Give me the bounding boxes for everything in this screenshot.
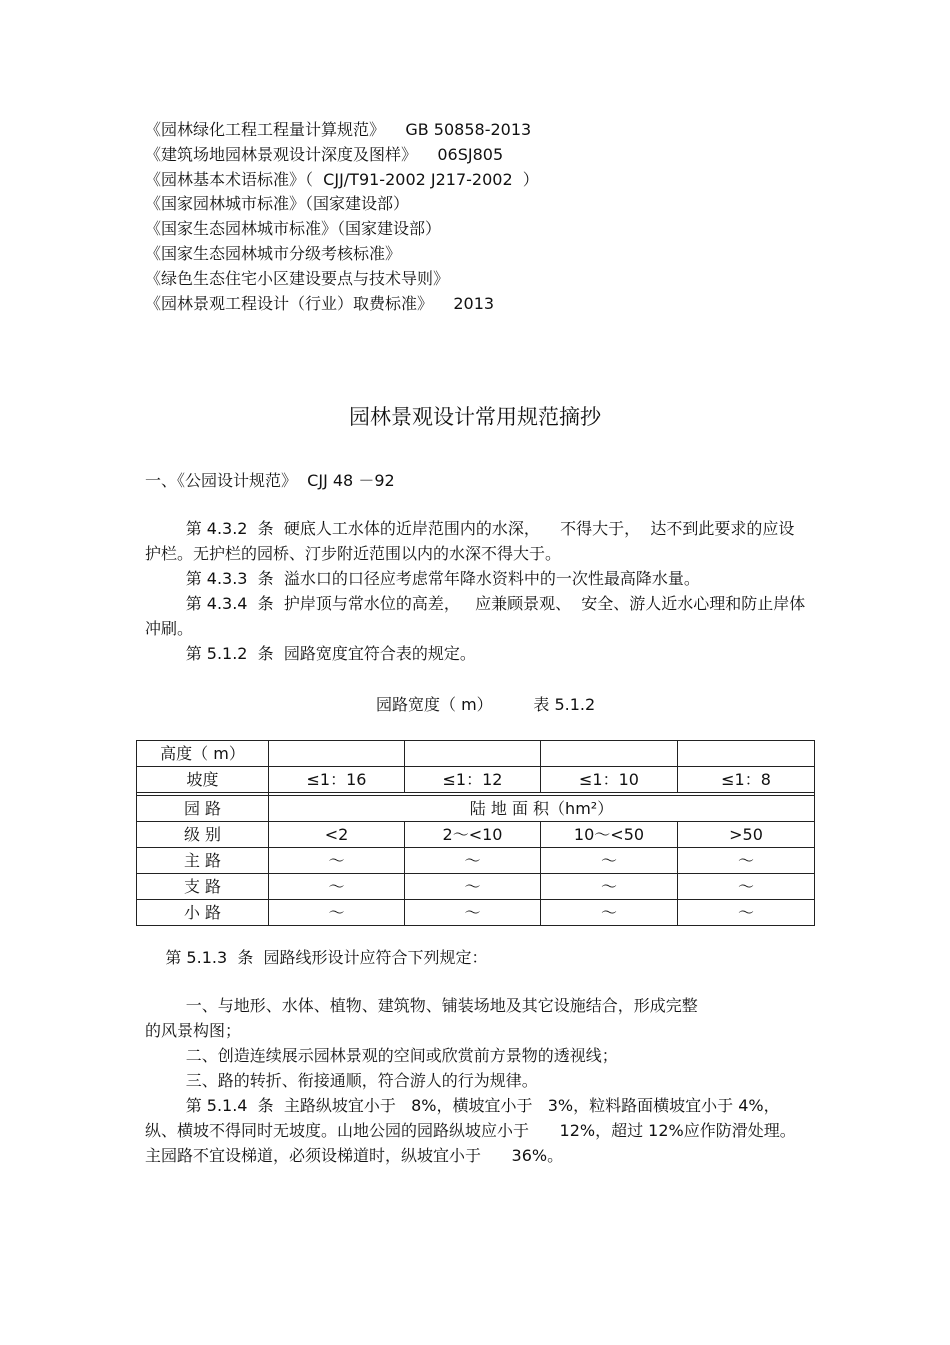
road-width-table	[136, 740, 815, 926]
reference-item: 《园林景观工程设计（行业）取费标准》 2013	[145, 293, 495, 313]
slope-cell: ≤1：10	[541, 767, 678, 793]
clause-5-1-2: 第 5.1.2 条 园路宽度宜符合表的规定。	[145, 644, 476, 663]
reference-item: 《国家生态园林城市标准》（国家建设部）	[145, 219, 442, 239]
clause-5-1-3: 第 5.1.3 条 园路线形设计应符合下列规定：	[145, 948, 488, 967]
clause-4-3-3: 第 4.3.3 条 溢水口的口径应考虑常年降水资料中的一次性最高降水量。	[145, 569, 700, 588]
height-label: 高度（ m）	[137, 741, 269, 767]
reference-item: 《国家生态园林城市分级考核标准》	[145, 243, 402, 263]
road-class-label: 级 别	[137, 822, 269, 848]
clause-5-1-3-item-1-cont: 的风景构图；	[145, 1021, 242, 1040]
section-heading: 一、《公园设计规范》 CJJ 48 －92	[145, 471, 395, 490]
slope-cell: ≤1：12	[405, 767, 541, 793]
reference-item: 《绿色生态住宅小区建设要点与技术导则》	[145, 268, 450, 288]
table-cell: ～	[541, 900, 678, 926]
table-cell: ～	[405, 900, 541, 926]
area-cell: 2～<10	[405, 822, 541, 848]
table-row	[137, 900, 815, 926]
table-cell: ～	[678, 900, 815, 926]
table-row	[137, 874, 815, 900]
reference-item: 《国家园林城市标准》（国家建设部）	[145, 194, 410, 214]
road-class-label: 园 路	[137, 796, 269, 822]
reference-item: 《建筑场地园林景观设计深度及图样》 06SJ805	[145, 144, 504, 164]
slope-label: 坡度	[137, 767, 269, 793]
clause-5-1-3-item-2: 二、创造连续展示园林景观的空间或欣赏前方景物的透视线；	[145, 1046, 618, 1065]
table-row	[137, 741, 815, 767]
slope-cell: ≤1：8	[678, 767, 815, 793]
document-title: 园林景观设计常用规范摘抄	[349, 405, 601, 429]
table-cell: ～	[405, 874, 541, 900]
reference-item: 《园林基本术语标准》（ CJJ/T91-2002 J217-2002 ）	[145, 169, 539, 189]
clause-5-1-3-item-3: 三、路的转折、衔接通顺，符合游人的行为规律。	[145, 1071, 538, 1090]
row-label: 主 路	[137, 848, 269, 874]
row-label: 支 路	[137, 874, 269, 900]
table-cell: ～	[405, 848, 541, 874]
table-cell: ～	[269, 900, 405, 926]
slope-cell: ≤1：16	[269, 767, 405, 793]
clause-5-1-4: 第 5.1.4 条 主路纵坡宜小于 8%，横坡宜小于 3%，粒料路面横坡宜小于 4%，纵、横坡不得同时无坡度。山地公园的园路纵坡应小于 12%，超过 12%应作防滑处理。主园路不宜设梯道，必须设梯道时，纵坡宜小于 36%。	[145, 1096, 796, 1165]
area-cell: <2	[269, 822, 405, 848]
table-row	[137, 767, 815, 793]
area-cell: >50	[678, 822, 815, 848]
row-label: 小 路	[137, 900, 269, 926]
table-cell: ～	[541, 874, 678, 900]
table-cell: ～	[269, 874, 405, 900]
area-cell: 10～<50	[541, 822, 678, 848]
clause-4-3-2: 第 4.3.2 条 硬底人工水体的近岸范围内的水深， 不得大于， 达不到此要求的应设护栏。无护栏的园桥、汀步附近范围以内的水深不得大于。	[145, 519, 795, 563]
table-cell: ～	[678, 874, 815, 900]
clause-4-3-4: 第 4.3.4 条 护岸顶与常水位的高差， 应兼顾景观、 安全、游人近水心理和防止岸体冲刷。	[145, 594, 806, 638]
table-cell: ～	[269, 848, 405, 874]
reference-list	[145, 118, 845, 316]
reference-item: 《园林绿化工程工程量计算规范》 GB 50858-2013	[145, 120, 532, 139]
table-caption: 园路宽度（ m） 表 5.1.2	[376, 695, 596, 714]
area-label: 陆 地 面 积（hm²）	[269, 796, 815, 822]
table-cell: ～	[678, 848, 815, 874]
table-row	[137, 796, 815, 822]
clause-5-1-3-item-1: 一、与地形、水体、植物、建筑物、铺装场地及其它设施结合，形成完整	[145, 996, 698, 1015]
table-row	[137, 848, 815, 874]
table-cell: ～	[541, 848, 678, 874]
table-row	[137, 822, 815, 848]
